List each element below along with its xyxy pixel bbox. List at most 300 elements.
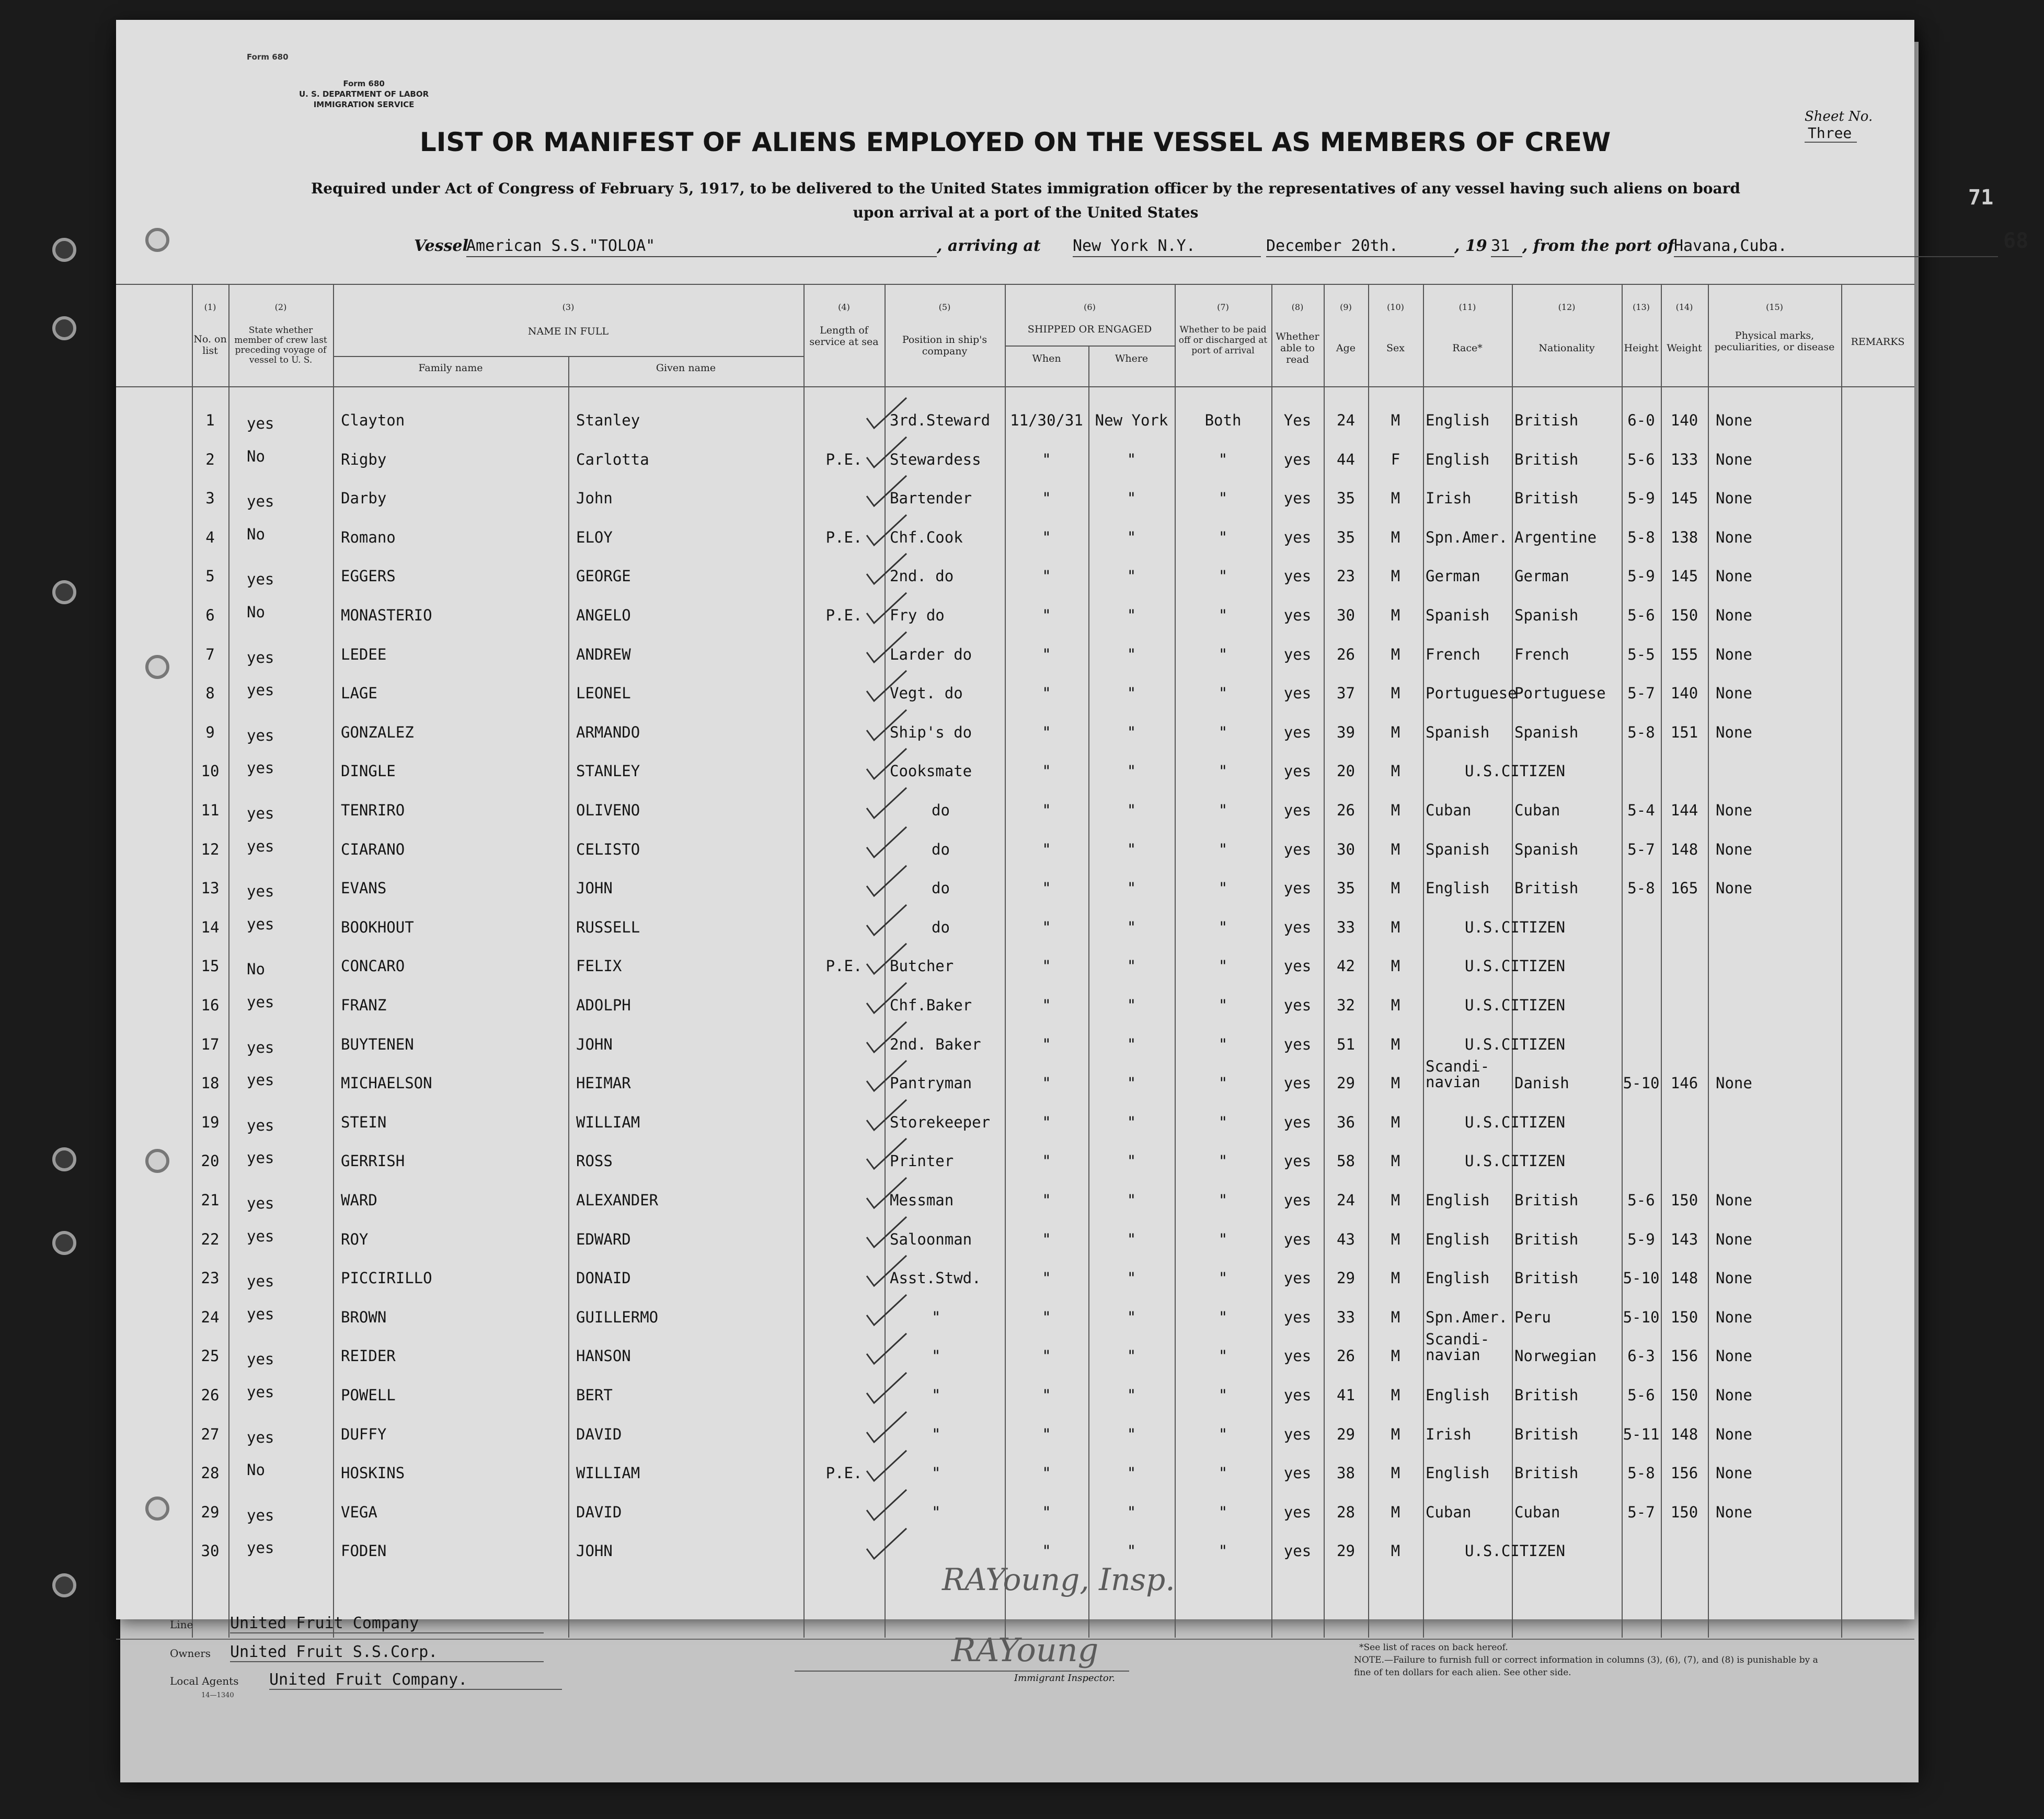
cell-no: 23 (201, 1269, 220, 1287)
cell-nat: Spanish (1514, 606, 1579, 624)
cell-paid: " (1218, 957, 1228, 975)
cell-height: 5-8 (1627, 879, 1655, 897)
cell-age: 29 (1337, 1425, 1355, 1443)
col-number: (1) (204, 302, 216, 312)
cell-where: " (1127, 1230, 1136, 1248)
cell-no: 15 (201, 957, 220, 975)
cell-family: Darby (341, 489, 387, 508)
cell-height: 5-5 (1627, 645, 1655, 663)
cell-sex: M (1391, 996, 1400, 1014)
cell-marks: None (1716, 1230, 1752, 1248)
cell-position: Ship's do (890, 723, 972, 741)
cell-when: " (1042, 1230, 1051, 1248)
check-mark-icon (863, 1292, 910, 1328)
cell-nat: Peru (1514, 1308, 1551, 1326)
header-height: Height (1624, 342, 1659, 354)
check-mark-icon (863, 1409, 910, 1445)
cell-sex: M (1391, 1074, 1400, 1092)
header-remarks: REMARKS (1851, 336, 1905, 348)
cell-when: " (1042, 1191, 1051, 1209)
check-mark-icon (863, 550, 910, 587)
cell-where: New York (1095, 411, 1168, 429)
table-row (116, 1296, 1914, 1334)
cell-race: U.S.CITIZEN (1465, 762, 1566, 780)
cell-paid: " (1218, 645, 1228, 663)
cell-prev: yes (247, 681, 274, 699)
check-mark-icon (863, 980, 910, 1016)
cell-when: " (1042, 840, 1051, 858)
check-mark-icon (863, 1135, 910, 1172)
cell-height: 5-4 (1627, 801, 1655, 819)
cell-prev: yes (247, 1272, 274, 1291)
cell-age: 37 (1337, 684, 1355, 703)
cell-weight: 148 (1670, 1425, 1698, 1443)
check-mark-icon (863, 434, 910, 470)
col-number: (8) (1291, 302, 1304, 312)
cell-marks: None (1716, 450, 1752, 468)
cell-height: 5-11 (1623, 1425, 1660, 1443)
check-mark-icon (863, 902, 910, 938)
cell-position: do (932, 840, 950, 858)
table-row (116, 1218, 1914, 1257)
cell-read: yes (1283, 1386, 1312, 1404)
cell-position: do (932, 801, 950, 819)
cell-no: 17 (201, 1035, 220, 1053)
agents-value: United Fruit Company. (269, 1671, 562, 1690)
department-name: U. S. DEPARTMENT OF LABOR (299, 89, 429, 99)
cell-when: " (1042, 1347, 1051, 1365)
cell-prev: yes (247, 882, 274, 901)
cell-given: OLIVENO (576, 801, 640, 819)
cell-where: " (1127, 801, 1136, 819)
cell-where: " (1127, 996, 1136, 1014)
cell-age: 33 (1337, 918, 1355, 936)
cell-when: " (1042, 1425, 1051, 1443)
table-row (116, 1101, 1914, 1139)
cell-where: " (1127, 1074, 1136, 1092)
col-number: (9) (1340, 302, 1352, 312)
cell-prev: yes (247, 759, 274, 777)
table-row (116, 672, 1914, 710)
cell-when: " (1042, 1035, 1051, 1053)
cell-nat: British (1514, 1464, 1579, 1482)
cell-weight: 150 (1670, 1503, 1698, 1521)
cell-position: Saloonman (890, 1230, 972, 1248)
cell-height: 5-10 (1623, 1308, 1660, 1326)
cell-marks: None (1716, 723, 1752, 741)
page-subtitle: Required under Act of Congress of February 5, 1917, to be delivered to the United States immigration officer by the representatives of any vessel having such aliens on board upon arrival at a port of the United States (311, 180, 1740, 221)
cell-prev: yes (247, 1038, 274, 1056)
cell-marks: None (1716, 840, 1752, 858)
table-row (116, 477, 1914, 515)
cell-given: ELOY (576, 528, 613, 546)
cell-given: BERT (576, 1386, 613, 1404)
cell-marks: None (1716, 1464, 1752, 1482)
cell-race: French (1426, 645, 1480, 663)
cell-weight: 140 (1670, 411, 1698, 429)
cell-race: Cuban (1426, 801, 1472, 819)
cell-service: P.E. (825, 450, 863, 468)
cell-paid: " (1218, 1269, 1228, 1287)
cell-read: yes (1283, 723, 1312, 741)
cell-race: U.S.CITIZEN (1465, 1035, 1566, 1053)
cell-no: 9 (205, 723, 215, 741)
cell-family: CONCARO (341, 957, 405, 975)
cell-prev: yes (247, 1383, 274, 1401)
cell-age: 24 (1337, 1191, 1355, 1209)
vessel-value: American S.S."TOLOA" (466, 237, 937, 257)
cell-position: Chf.Cook (890, 528, 963, 546)
cell-when: " (1042, 1464, 1051, 1482)
table-row (116, 867, 1914, 905)
cell-prev: No (247, 960, 265, 978)
cell-weight: 133 (1670, 450, 1698, 468)
check-mark-icon (863, 1252, 910, 1289)
cell-sex: M (1391, 606, 1400, 624)
line-value: United Fruit Company (230, 1614, 544, 1633)
cell-height: 5-6 (1627, 1386, 1655, 1404)
cell-when: " (1042, 1074, 1051, 1092)
cell-height: 5-6 (1627, 450, 1655, 468)
header-nationality: Nationality (1538, 342, 1595, 354)
port-value: Havana,Cuba. (1674, 237, 1998, 257)
table-row (116, 828, 1914, 867)
cell-paid: " (1218, 1308, 1228, 1326)
cell-read: yes (1283, 762, 1312, 780)
binder-hole (52, 1231, 76, 1255)
check-mark-icon (863, 707, 910, 743)
cell-prev: yes (247, 1506, 274, 1524)
cell-given: WILLIAM (576, 1113, 640, 1131)
check-mark-icon (863, 667, 910, 704)
header-shipped: SHIPPED OR ENGAGED (1027, 324, 1152, 335)
cell-weight: 150 (1670, 1191, 1698, 1209)
cell-marks: None (1716, 606, 1752, 624)
cell-height: 5-9 (1627, 489, 1655, 508)
cell-paid: " (1218, 762, 1228, 780)
table-row (116, 906, 1914, 945)
cell-race: English (1426, 1191, 1490, 1209)
cell-paid: " (1218, 1503, 1228, 1521)
table-row (116, 789, 1914, 827)
cell-height: 5-8 (1627, 1464, 1655, 1482)
cell-when: " (1042, 957, 1051, 975)
cell-position: Chf.Baker (890, 996, 972, 1014)
cell-prev: yes (247, 804, 274, 822)
cell-height: 6-3 (1627, 1347, 1655, 1365)
cell-position: 2nd. Baker (890, 1035, 981, 1053)
cell-marks: None (1716, 1347, 1752, 1365)
cell-read: yes (1283, 1152, 1312, 1170)
cell-no: 28 (201, 1464, 220, 1482)
cell-position: Printer (890, 1152, 954, 1170)
cell-race: English (1426, 879, 1490, 897)
cell-position: Pantryman (890, 1074, 972, 1092)
cell-where: " (1127, 1425, 1136, 1443)
cell-when: " (1042, 528, 1051, 546)
cell-paid: " (1218, 1152, 1228, 1170)
cell-when: " (1042, 645, 1051, 663)
cell-sex: M (1391, 1386, 1400, 1404)
cell-when: " (1042, 1152, 1051, 1170)
cell-nat: German (1514, 567, 1569, 585)
check-mark-icon (863, 940, 910, 977)
cell-family: Clayton (341, 411, 405, 429)
cell-weight: 145 (1670, 567, 1698, 585)
cell-sex: M (1391, 645, 1400, 663)
cell-where: " (1127, 489, 1136, 508)
cell-weight: 165 (1670, 879, 1698, 897)
cell-position: do (932, 918, 950, 936)
cell-no: 25 (201, 1347, 220, 1365)
cell-family: CIARANO (341, 840, 405, 858)
cell-position: Vegt. do (890, 684, 963, 703)
cell-nat: Argentine (1514, 528, 1597, 546)
cell-race: Spn.Amer. (1426, 528, 1508, 546)
crew-table (116, 284, 1914, 1638)
owners-label: Owners (170, 1647, 211, 1660)
cell-sex: F (1391, 450, 1400, 468)
cell-prev: yes (247, 993, 274, 1011)
cell-marks: None (1716, 684, 1752, 703)
cell-given: ALEXANDER (576, 1191, 659, 1209)
cell-race: English (1426, 450, 1490, 468)
form-header-block (299, 78, 429, 110)
cell-given: DAVID (576, 1503, 622, 1521)
cell-marks: None (1716, 1425, 1752, 1443)
cell-where: " (1127, 840, 1136, 858)
cell-given: LEONEL (576, 684, 631, 703)
cell-paid: " (1218, 918, 1228, 936)
port-label: , from the port of (1522, 237, 1675, 255)
cell-family: MICHAELSON (341, 1074, 432, 1092)
cell-position: Butcher (890, 957, 954, 975)
table-row (116, 1057, 1914, 1100)
cell-family: BROWN (341, 1308, 387, 1326)
cell-race: U.S.CITIZEN (1465, 1542, 1566, 1560)
cell-read: yes (1283, 1191, 1312, 1209)
cell-height: 5-8 (1627, 723, 1655, 741)
cell-nat: French (1514, 645, 1569, 663)
cell-no: 5 (205, 567, 215, 585)
cell-read: yes (1283, 1503, 1312, 1521)
manifest-sheet (116, 20, 2029, 1619)
shipped-rule (1005, 346, 1175, 347)
cell-nat: British (1514, 411, 1579, 429)
cell-prev: yes (247, 492, 274, 511)
check-mark-icon (863, 1175, 910, 1211)
header-state-whether: State whether member of crew last preceding voyage of vessel to U. S. (234, 325, 327, 365)
cell-where: " (1127, 1347, 1136, 1365)
cell-where: " (1127, 723, 1136, 741)
cell-paid: " (1218, 567, 1228, 585)
cell-height: 5-7 (1627, 684, 1655, 703)
cell-family: DINGLE (341, 762, 396, 780)
cell-no: 12 (201, 840, 220, 858)
cell-prev: yes (247, 415, 274, 432)
cell-given: DONAID (576, 1269, 631, 1287)
cell-age: 32 (1337, 996, 1355, 1014)
table-row (116, 750, 1914, 788)
cell-marks: None (1716, 411, 1752, 429)
cell-when: " (1042, 762, 1051, 780)
check-mark-icon (863, 1487, 910, 1523)
cell-when: " (1042, 996, 1051, 1014)
table-row (116, 594, 1914, 632)
cell-read: yes (1283, 996, 1312, 1014)
cell-family: FODEN (341, 1542, 387, 1560)
cell-race: Scandi- navian (1426, 1057, 1490, 1091)
cell-read: yes (1283, 1464, 1312, 1482)
table-row (116, 1139, 1914, 1178)
cell-given: GEORGE (576, 567, 631, 585)
cell-race: English (1426, 1230, 1490, 1248)
table-top-rule (116, 284, 1914, 285)
cell-marks: None (1716, 1269, 1752, 1287)
header-physical: Physical marks, peculiarities, or disease (1714, 330, 1835, 353)
owners-value: United Fruit S.S.Corp. (230, 1643, 544, 1662)
cell-race: English (1426, 411, 1490, 429)
header-bottom-rule (116, 386, 1914, 387)
table-row (116, 984, 1914, 1022)
cell-read: yes (1283, 918, 1312, 936)
cell-sex: M (1391, 1464, 1400, 1482)
cell-given: ANDREW (576, 645, 631, 663)
cell-race: Spanish (1426, 606, 1490, 624)
check-mark-icon (863, 1214, 910, 1250)
cell-position: Bartender (890, 489, 972, 508)
cell-race: German (1426, 567, 1480, 585)
cell-where: " (1127, 1503, 1136, 1521)
table-row (116, 555, 1914, 593)
cell-prev: yes (247, 648, 274, 666)
cell-position: 2nd. do (890, 567, 954, 585)
agents-label: Local Agents (170, 1675, 239, 1687)
cell-where: " (1127, 1308, 1136, 1326)
cell-prev: yes (247, 1071, 274, 1089)
cell-weight: 150 (1670, 1386, 1698, 1404)
cell-sex: M (1391, 1347, 1400, 1365)
cell-height: 5-7 (1627, 840, 1655, 858)
cell-height: 5-8 (1627, 528, 1655, 546)
cell-age: 26 (1337, 801, 1355, 819)
cell-where: " (1127, 684, 1136, 703)
cell-weight: 146 (1670, 1074, 1698, 1092)
cell-age: 30 (1337, 606, 1355, 624)
cell-height: 5-10 (1623, 1269, 1660, 1287)
cell-read: yes (1283, 684, 1312, 703)
footnote (1354, 1641, 1824, 1679)
line-field (170, 1614, 544, 1633)
cell-sex: M (1391, 1152, 1400, 1170)
table-row (116, 1179, 1914, 1217)
check-mark-icon (863, 395, 910, 431)
cell-service: P.E. (825, 957, 863, 975)
check-mark-icon (863, 512, 910, 548)
cell-sex: M (1391, 489, 1400, 508)
cell-age: 26 (1337, 645, 1355, 663)
cell-where: " (1127, 606, 1136, 624)
cell-when: " (1042, 450, 1051, 468)
cell-marks: None (1716, 1503, 1752, 1521)
cell-age: 42 (1337, 957, 1355, 975)
cell-paid: " (1218, 1113, 1228, 1131)
cell-marks: None (1716, 1308, 1752, 1326)
col-number: (14) (1675, 302, 1693, 312)
cell-read: yes (1283, 1269, 1312, 1287)
cell-family: POWELL (341, 1386, 396, 1404)
check-mark-icon (863, 1057, 910, 1094)
cell-given: John (576, 489, 613, 508)
cell-given: GUILLERMO (576, 1308, 659, 1326)
header-able-read: Whether able to read (1276, 331, 1319, 365)
cell-weight: 140 (1670, 684, 1698, 703)
cell-position: Stewardess (890, 450, 981, 468)
cell-sex: M (1391, 840, 1400, 858)
cell-sex: M (1391, 762, 1400, 780)
cell-no: 29 (201, 1503, 220, 1521)
cell-sex: M (1391, 801, 1400, 819)
header-given-name: Given name (656, 362, 716, 374)
cell-prev: yes (247, 1116, 274, 1134)
cell-age: 38 (1337, 1464, 1355, 1482)
cell-where: " (1127, 645, 1136, 663)
cell-nat: Portuguese (1514, 684, 1606, 703)
header-no-on-list: No. on list (193, 333, 227, 356)
cell-race: Irish (1426, 489, 1472, 508)
table-row (116, 633, 1914, 672)
cell-race: English (1426, 1269, 1490, 1287)
owners-field (170, 1643, 544, 1662)
check-mark-icon (863, 1369, 910, 1406)
footnote-races: *See list of races on back hereof. (1359, 1642, 1508, 1653)
cell-nat: British (1514, 1425, 1579, 1443)
cell-height: 5-6 (1627, 606, 1655, 624)
cell-position: " (932, 1503, 941, 1521)
cell-weight: 150 (1670, 1308, 1698, 1326)
header-sex: Sex (1386, 342, 1405, 354)
cell-prev: yes (247, 1149, 274, 1167)
cell-no: 2 (205, 450, 215, 468)
cell-weight: 156 (1670, 1464, 1698, 1482)
binder-hole (52, 580, 76, 604)
cell-age: 41 (1337, 1386, 1355, 1404)
table-row (116, 945, 1914, 983)
cell-given: FELIX (576, 957, 622, 975)
cell-race: English (1426, 1386, 1490, 1404)
cell-nat: Cuban (1514, 1503, 1560, 1521)
cell-position: 3rd.Steward (890, 411, 991, 429)
cell-paid: " (1218, 1230, 1228, 1248)
page-mark: 68 (2003, 229, 2029, 253)
cell-where: " (1127, 879, 1136, 897)
cell-no: 24 (201, 1308, 220, 1326)
cell-where: " (1127, 450, 1136, 468)
header-when: When (1032, 353, 1061, 364)
corner-mark: 71 (1968, 186, 1994, 210)
table-row (116, 1452, 1914, 1490)
cell-when: " (1042, 489, 1051, 508)
cell-no: 22 (201, 1230, 220, 1248)
cell-race: English (1426, 1464, 1490, 1482)
cell-sex: M (1391, 957, 1400, 975)
cell-nat: Spanish (1514, 723, 1579, 741)
punch-hole (145, 228, 169, 252)
cell-weight: 150 (1670, 606, 1698, 624)
service-name: IMMIGRATION SERVICE (313, 100, 415, 109)
check-mark-icon (863, 473, 910, 509)
cell-when: " (1042, 684, 1051, 703)
